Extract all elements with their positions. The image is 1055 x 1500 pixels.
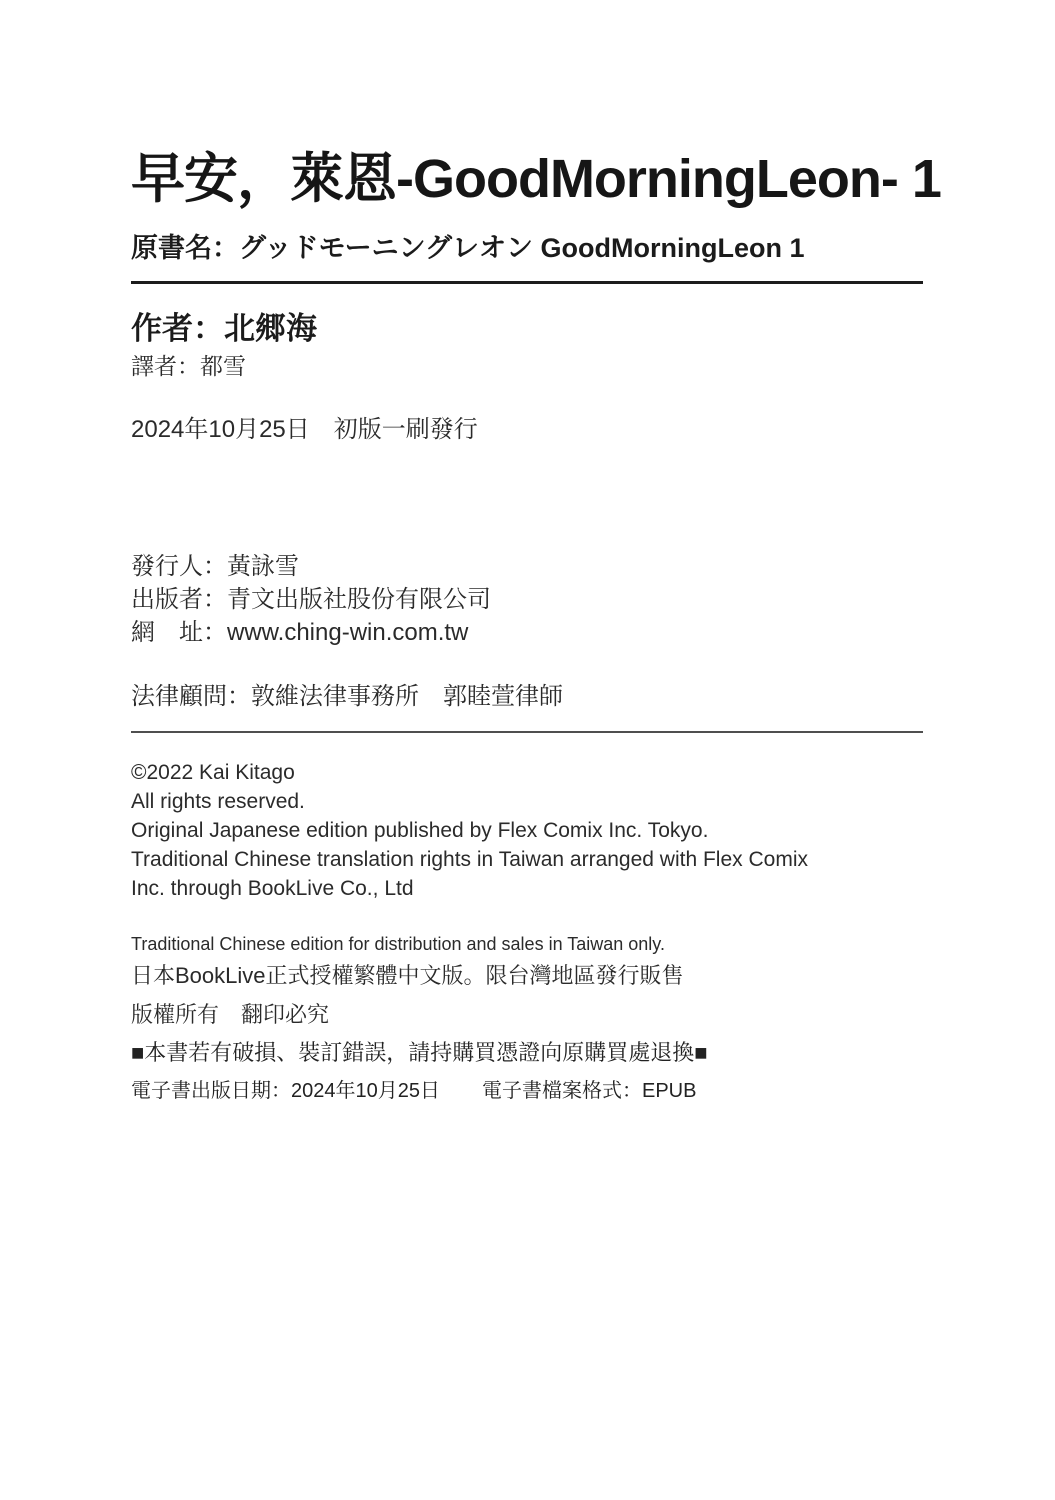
translator-line: 譯者：都雪 bbox=[131, 353, 246, 379]
ebook-format: 電子書檔案格式：EPUB bbox=[481, 1080, 697, 1102]
rights-notice: 版權所有 翻印必究 bbox=[131, 1002, 330, 1027]
copyright-block bbox=[131, 758, 808, 903]
website-url: 網 址：www.ching-win.com.tw bbox=[131, 619, 469, 646]
ebook-publish-date: 電子書出版日期：2024年10月25日 bbox=[131, 1080, 440, 1102]
distribution-notice-english: Traditional Chinese edition for distribution and sales in Taiwan only. bbox=[131, 934, 665, 954]
copyright-line: All rights reserved. bbox=[131, 790, 305, 813]
book-title: 早安，萊恩-GoodMorningLeon- 1 bbox=[131, 149, 941, 209]
author-line: 作者：北郷海 bbox=[131, 311, 317, 346]
distribution-notice-chinese: 日本BookLive正式授權繁體中文版。限台灣地區發行販售 bbox=[131, 963, 684, 988]
ebook-info-line bbox=[131, 1074, 696, 1103]
damage-return-notice: ■本書若有破損、裝訂錯誤，請持購買憑證向原購買處退換■ bbox=[131, 1040, 708, 1065]
copyright-line: Original Japanese edition published by Flex Comix Inc. Tokyo. bbox=[131, 819, 709, 842]
publisher-name: 出版者：青文出版社股份有限公司 bbox=[131, 586, 491, 613]
edition-date: 2024年10月25日 初版一刷發行 bbox=[131, 416, 478, 443]
original-title: 原書名：グッドモーニングレオン GoodMorningLeon 1 bbox=[131, 233, 805, 263]
divider bbox=[131, 281, 923, 284]
publisher-person: 發行人：黃詠雪 bbox=[131, 553, 299, 580]
divider bbox=[131, 731, 923, 733]
legal-advisor: 法律顧問：敦維法律事務所 郭睦萱律師 bbox=[131, 683, 563, 710]
copyright-line: Inc. through BookLive Co., Ltd bbox=[131, 877, 414, 900]
copyright-line: Traditional Chinese translation rights in Taiwan arranged with Flex Comix bbox=[131, 848, 808, 871]
copyright-line: ©2022 Kai Kitago bbox=[131, 761, 295, 784]
